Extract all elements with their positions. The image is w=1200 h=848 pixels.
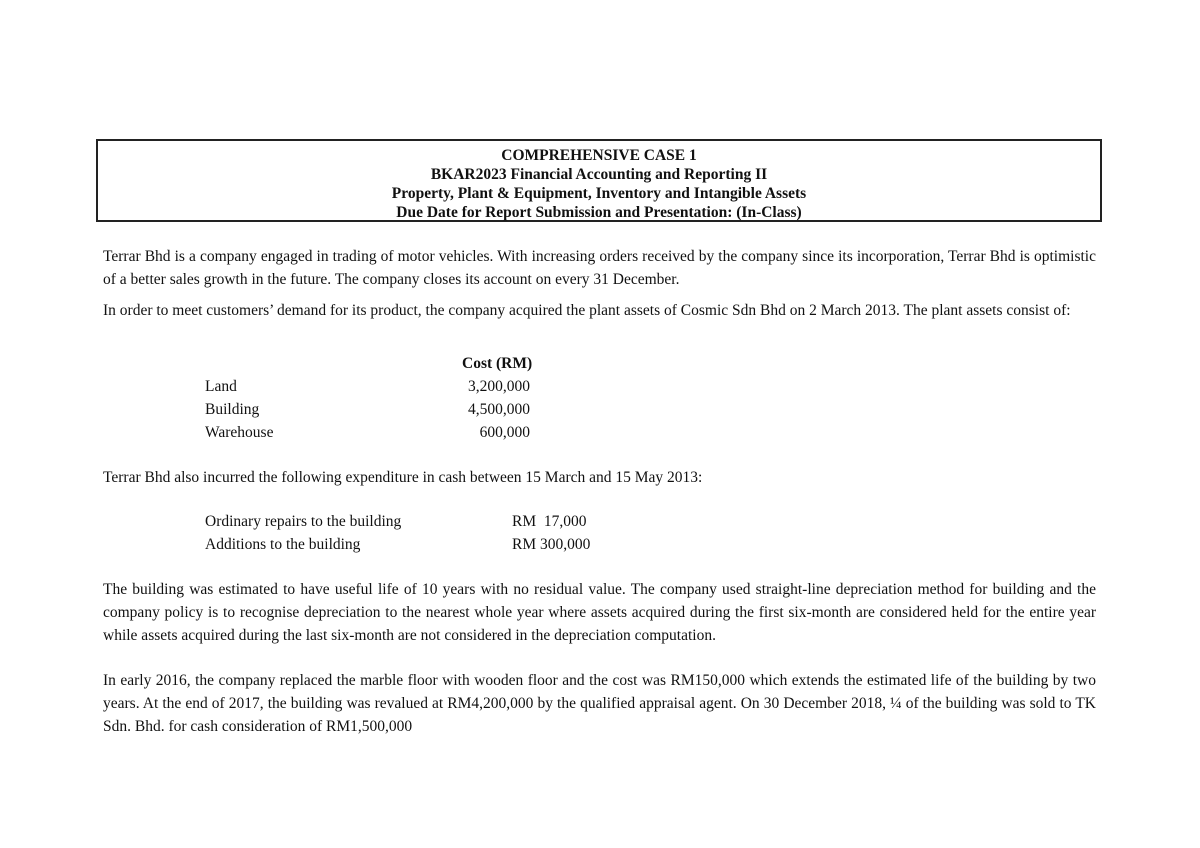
- case-title: COMPREHENSIVE CASE 1: [501, 147, 697, 164]
- assets-table-header-row: [0, 352, 1200, 375]
- asset-label: Land: [205, 378, 237, 395]
- expenditure-label: Additions to the building: [205, 536, 361, 553]
- table-row: [0, 533, 1200, 556]
- table-row: [0, 375, 1200, 398]
- revaluation-paragraph: In early 2016, the company replaced the marble floor with wooden floor and the cost was RM150,000 which extends the estimated life of the building by two years. At the end of 2017, the building was revalued at RM4,200,000 by the qualified appraisal agent. On 30 December 2018, ¼ of the building was sold to TK Sdn. Bhd. for cash consideration of RM1,500,000: [103, 672, 1096, 735]
- expenditure-amount: RM 17,000: [512, 513, 587, 530]
- cost-column-header: Cost (RM): [462, 355, 533, 372]
- case-header-box: [96, 139, 1102, 222]
- expenditure-label: Ordinary repairs to the building: [205, 513, 402, 530]
- due-date-line: Due Date for Report Submission and Presentation: (In-Class): [396, 204, 802, 221]
- asset-cost: 3,200,000: [468, 378, 530, 395]
- expenditure-amount: RM 300,000: [512, 536, 591, 553]
- expenditure-paragraph: Terrar Bhd also incurred the following expenditure in cash between 15 March and 15 May 2013:: [103, 469, 703, 486]
- table-row: [0, 510, 1200, 533]
- table-row: [0, 398, 1200, 421]
- asset-label: Warehouse: [205, 424, 274, 441]
- table-row: [0, 421, 1200, 444]
- depreciation-paragraph: The building was estimated to have useful life of 10 years with no residual value. The company used straight-line depreciation method for building and the company policy is to recognise depreciation to the nearest whole year where assets acquired during the first six-month are considered held for the entire year while assets acquired during the last six-month are not considered in the depreciation computation.: [103, 581, 1096, 644]
- asset-label: Building: [205, 401, 260, 418]
- asset-cost: 4,500,000: [468, 401, 530, 418]
- asset-cost: 600,000: [479, 424, 530, 441]
- case-topic: Property, Plant & Equipment, Inventory and Intangible Assets: [391, 185, 807, 202]
- course-title: BKAR2023 Financial Accounting and Reporting II: [430, 166, 768, 183]
- acquisition-paragraph: In order to meet customers’ demand for its product, the company acquired the plant assets of Cosmic Sdn Bhd on 2 March 2013. The plant assets consist of:: [103, 302, 1071, 319]
- intro-paragraph: Terrar Bhd is a company engaged in trading of motor vehicles. With increasing orders received by the company since its incorporation, Terrar Bhd is optimistic of a better sales growth in the future. The company closes its account on every 31 December.: [103, 248, 1096, 288]
